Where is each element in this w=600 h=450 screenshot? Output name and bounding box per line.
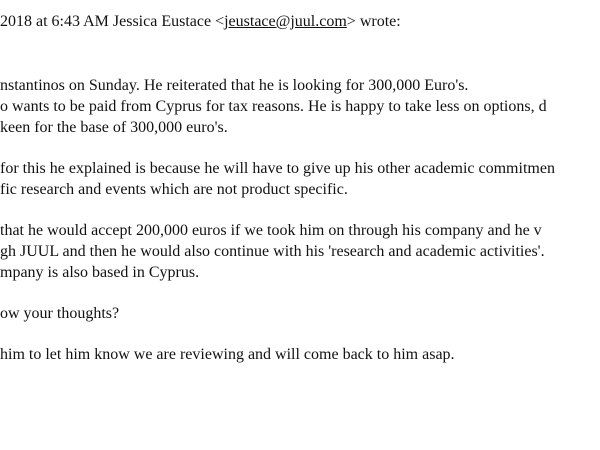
quoted-header-suffix: > wrote: [346, 13, 401, 30]
quoted-header-prefix: 2018 at 6:43 AM Jessica Eustace < [0, 13, 225, 30]
body-line-8: mpany is also based in Cyprus. [0, 264, 200, 281]
body-line-4: for this he explained is because he will have to give up his other academic commitmen [0, 160, 555, 177]
sender-email-link[interactable]: jeustace@juul.com [224, 13, 347, 30]
cut-off-text-fragment [0, 445, 10, 450]
body-line-7: gh JUUL and then he would also continue with his 'research and academic activities'. [0, 243, 545, 260]
body-line-5: fic research and events which are not product specific. [0, 181, 348, 198]
quoted-header [0, 11, 401, 32]
body-line-9: ow your thoughts? [0, 305, 120, 322]
body-line-10: him to let him know we are reviewing and will come back to him asap. [0, 346, 455, 363]
body-line-6: that he would accept 200,000 euros if we took him on through his company and he v [0, 222, 542, 239]
body-line-3: keen for the base of 300,000 euro's. [0, 119, 228, 136]
body-line-2: o wants to be paid from Cyprus for tax reasons. He is happy to take less on options, d [0, 98, 547, 115]
body-line-1: nstantinos on Sunday. He reiterated that he is looking for 300,000 Euro's. [0, 77, 469, 94]
